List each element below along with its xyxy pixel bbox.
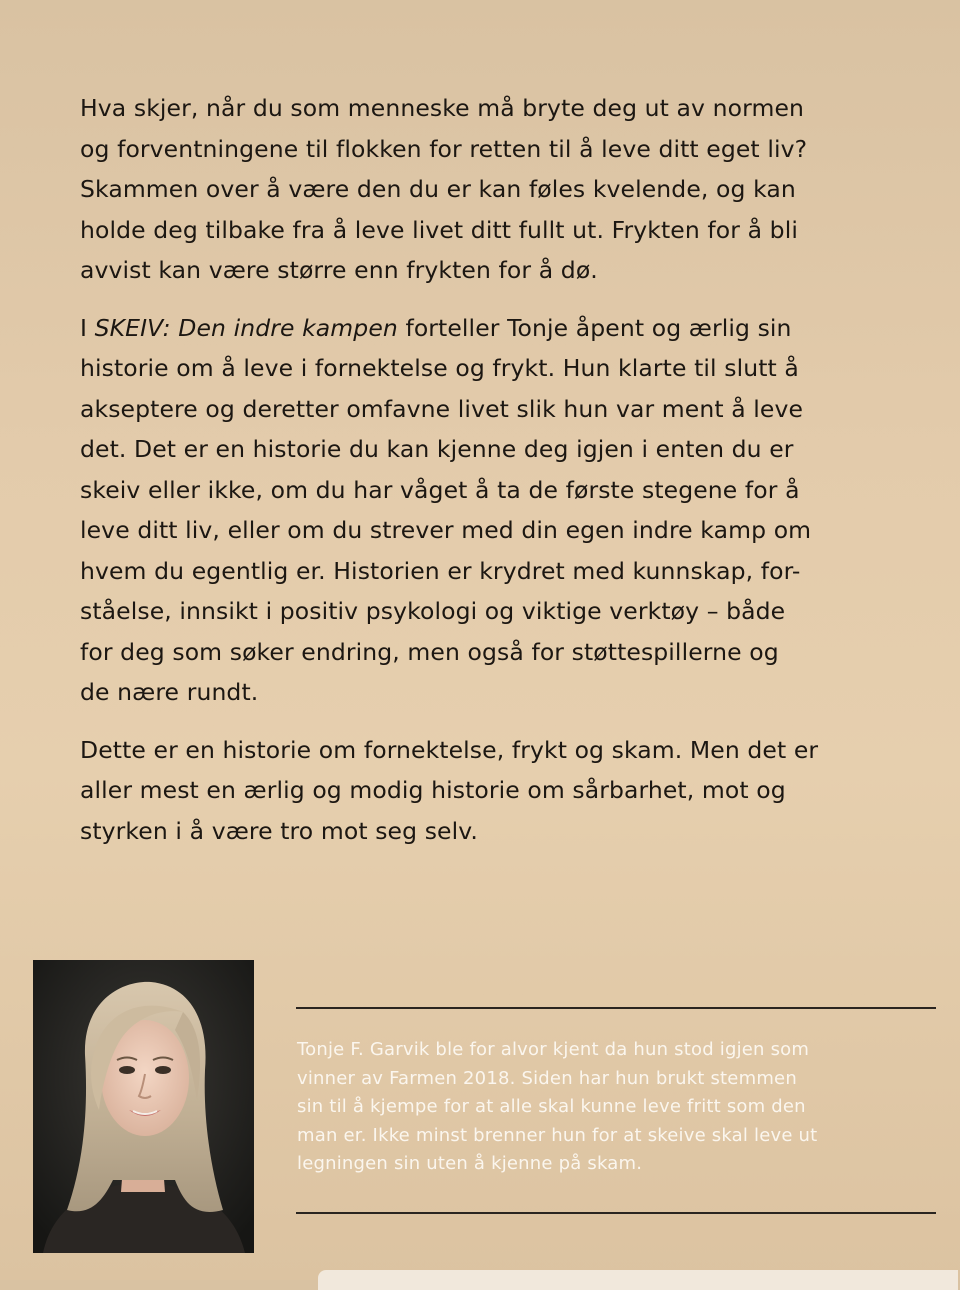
bio-line: legningen sin uten å kjenne på skam.	[297, 1153, 643, 1174]
bio-line: man er. Ikke minst brenner hun for at skeive skal leve ut	[297, 1124, 818, 1146]
text-line: Skammen over å være den du er kan føles kvelende, og kan	[80, 175, 796, 203]
author-bio	[297, 1036, 937, 1179]
portrait-illustration	[33, 960, 254, 1253]
text-fragment: forteller Tonje åpent og ærlig sin	[397, 313, 792, 342]
text-line: historie om å leve i fornektelse og frykt. Hun klarte til slutt å	[80, 354, 799, 382]
bio-line: sin til å kjempe for at alle skal kunne leve fritt som den	[297, 1096, 806, 1117]
text-line: skeiv eller ikke, om du har våget å ta de første stegene for å	[80, 475, 800, 504]
divider-top	[296, 1007, 936, 1009]
divider-bottom	[296, 1212, 936, 1214]
author-portrait-photo	[33, 960, 254, 1253]
blurb-paragraph-2	[80, 308, 880, 713]
text-line: ståelse, innsikt i positiv psykologi og viktige verktøy – både	[80, 597, 786, 625]
bio-line: vinner av Farmen 2018. Siden har hun brukt stemmen	[297, 1067, 797, 1089]
text-line: for deg som søker endring, men også for støttespillerne og	[80, 637, 779, 666]
text-line: hvem du egentlig er. Historien er krydret med kunnskap, for-	[80, 556, 801, 585]
text-fragment: I	[80, 313, 95, 342]
text-line: leve ditt liv, eller om du strever med din egen indre kamp om	[80, 516, 812, 544]
text-line: de nære rundt.	[80, 678, 259, 706]
text-line	[80, 308, 880, 349]
text-line: og forventningene til flokken for retten til å leve ditt eget liv?	[80, 134, 808, 163]
text-line: Dette er en historie om fornektelse, frykt og skam. Men det er	[80, 735, 819, 764]
text-line: holde deg tilbake fra å leve livet ditt fullt ut. Frykten for å bli	[80, 215, 798, 244]
blurb-text	[80, 88, 880, 868]
text-line: styrken i å være tro mot seg selv.	[80, 816, 478, 845]
text-line: akseptere og deretter omfavne livet slik hun var ment å leve	[80, 394, 804, 423]
text-line: avvist kan være større enn frykten for å dø.	[80, 256, 598, 284]
blurb-paragraph-1	[80, 88, 880, 291]
bio-line: Tonje F. Garvik ble for alvor kjent da hun stod igjen som	[297, 1039, 810, 1060]
text-line: aller mest en ærlig og modig historie om sårbarhet, mot og	[80, 776, 786, 804]
text-line: Hva skjer, når du som menneske må bryte deg ut av normen	[80, 94, 804, 122]
barcode-panel-edge	[318, 1270, 958, 1290]
book-title: SKEIV: Den indre kampen	[94, 313, 398, 342]
blurb-paragraph-3	[80, 730, 880, 852]
text-line: det. Det er en historie du kan kjenne deg igjen i enten du er	[80, 435, 794, 463]
